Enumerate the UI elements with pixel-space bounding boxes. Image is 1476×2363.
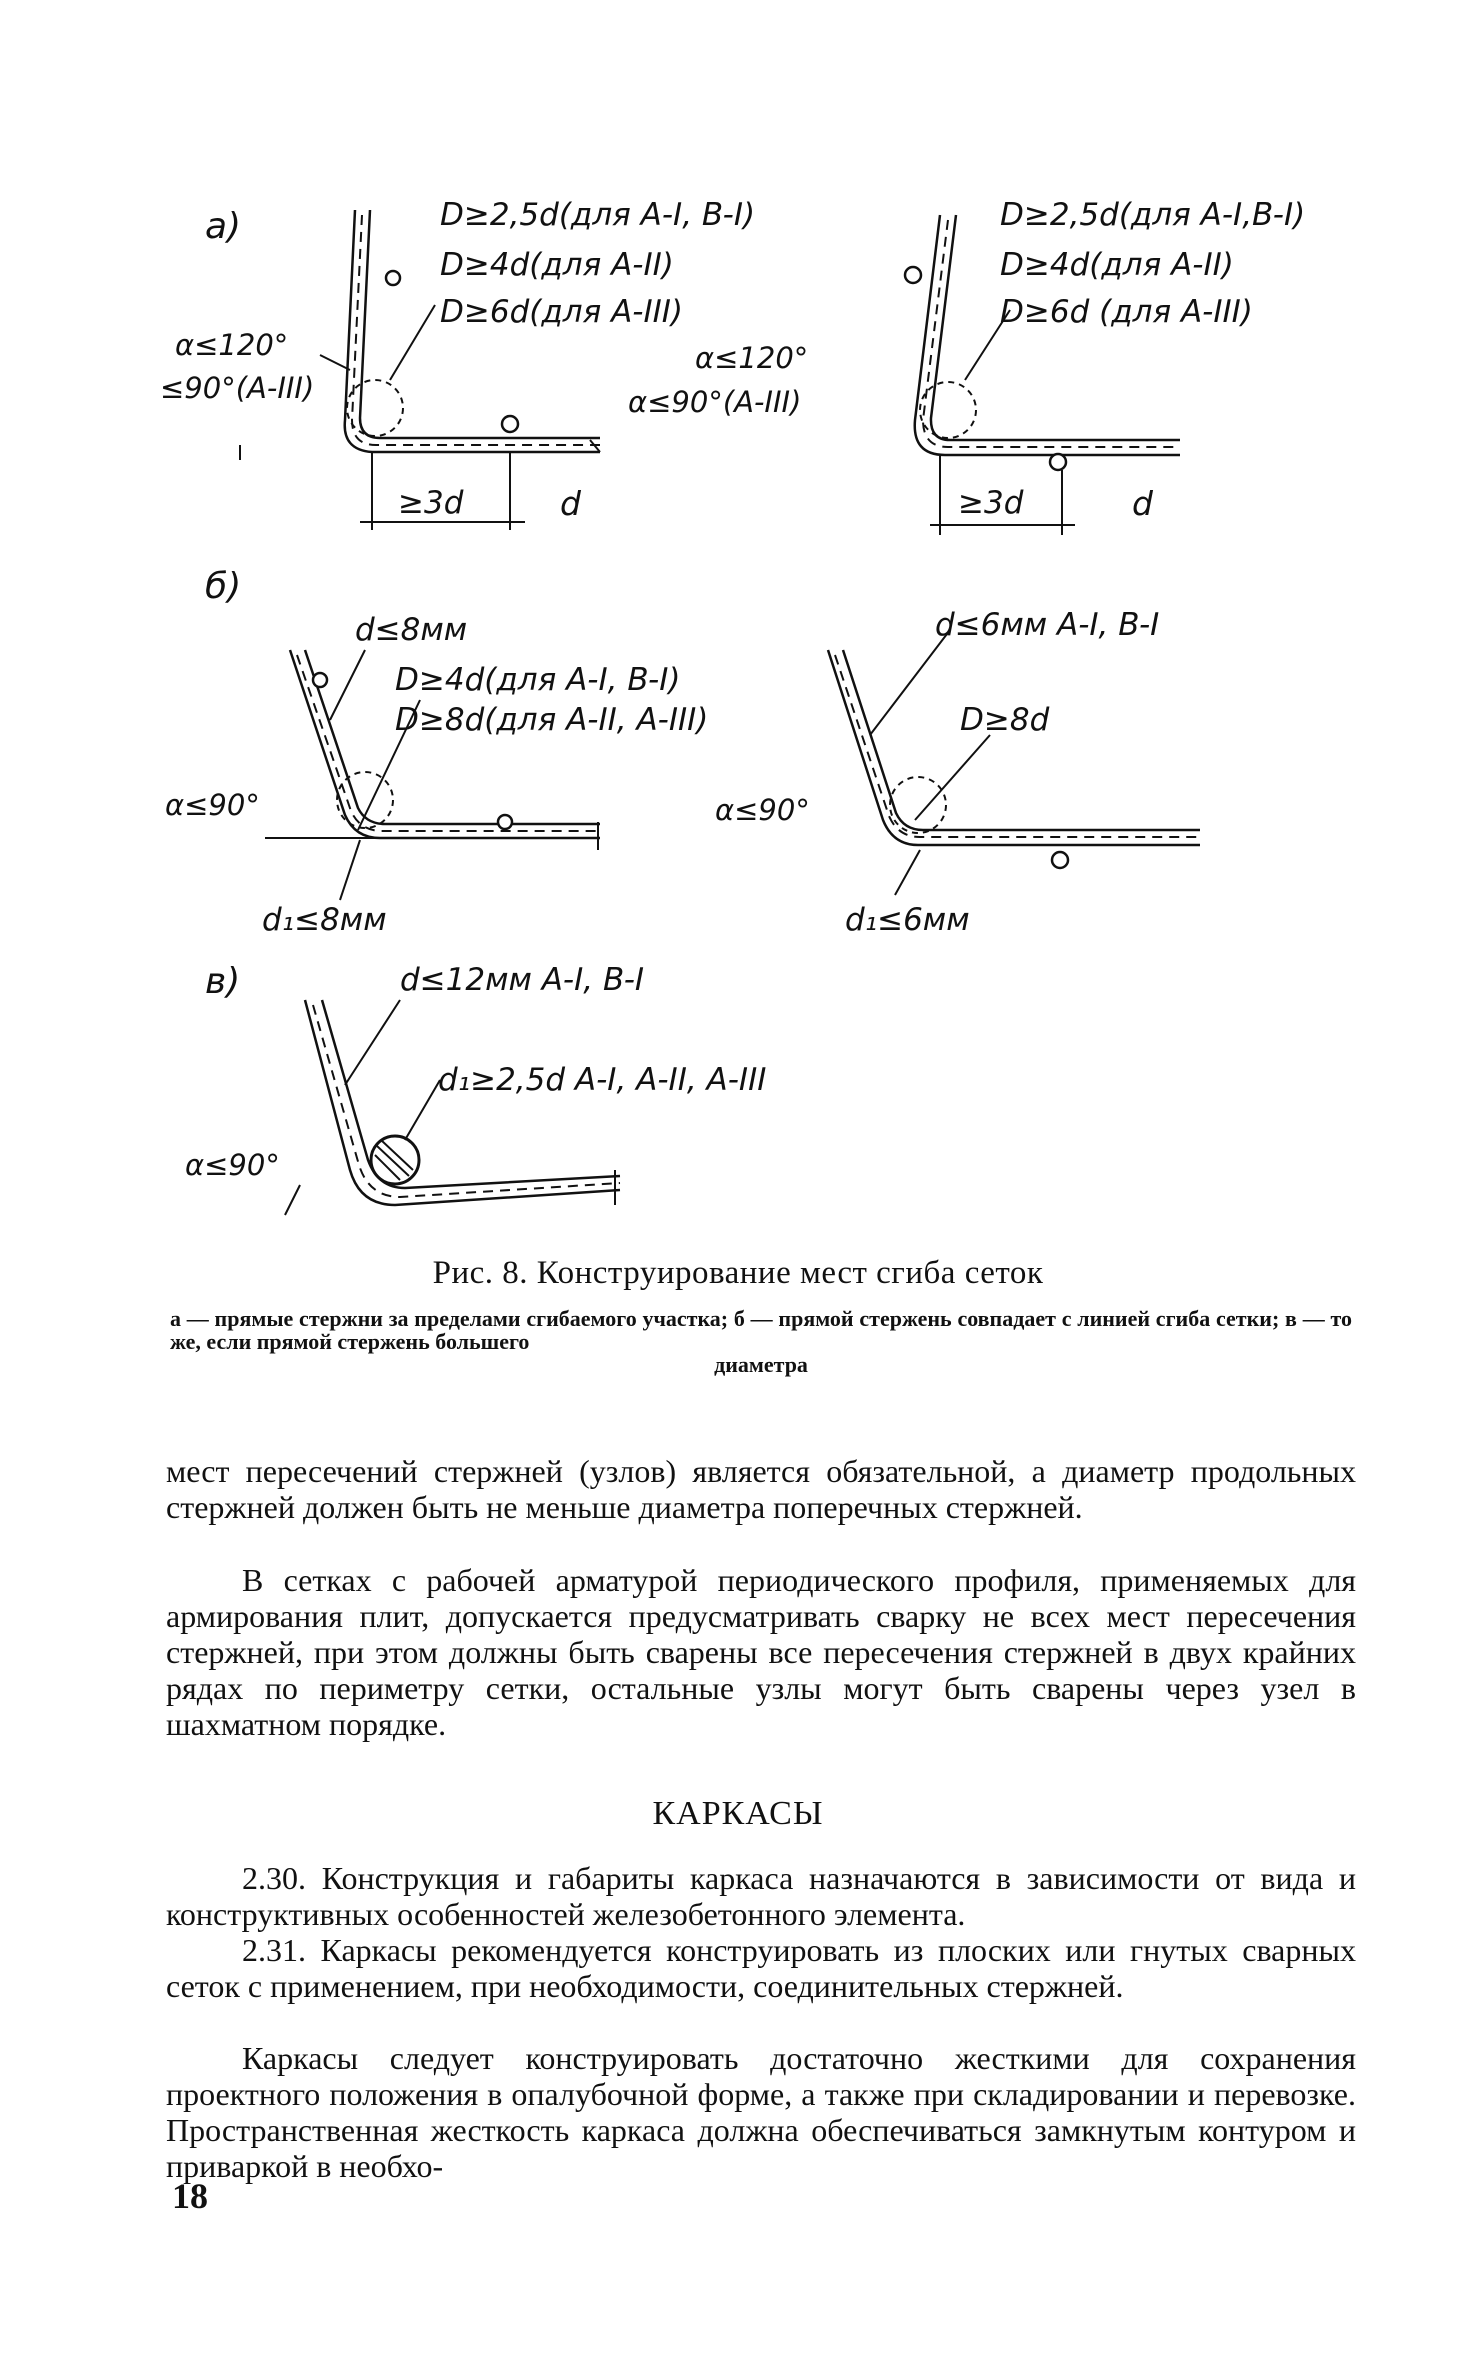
paragraph-2-text: В сетках с рабочей арматурой периодического профиля, применяемых для армирования плит, допускается предусматривать сварку не всех мест пересечения стержней, при этом должны быть сварены все пересечения стержней в двух крайних рядах по периметру сетки, остальные узлы могут быть сварены через узел в шахматном порядке. (166, 1562, 1356, 1742)
a-right-note-1: D≥2,5d(для A-I,B-I) (1000, 197, 1306, 233)
caption-note-line2: диаметра (714, 1352, 808, 1377)
caption-note-line1: а — прямые стержни за пределами сгибаемого участка; б — прямой стержень совпадает с линией сгиба сетки; в — то же, если прямой стержень большего (170, 1306, 1352, 1354)
c-note: d₁≥2,5d A-I, A-II, A-III (438, 1062, 767, 1098)
b-right-top: d≤6мм A-I, B-I (935, 607, 1160, 643)
figure-caption-note (170, 1307, 1352, 1376)
page-number: 18 (172, 2176, 208, 2216)
body-paragraph-3 (166, 1860, 1356, 1932)
a-left-angle-2: ≤90°(A-III) (160, 371, 315, 405)
a-right-angle-1: α≤120° (695, 341, 809, 375)
a-left-note-1: D≥2,5d(для A-I, B-I) (440, 197, 756, 233)
b-left-note-2: D≥8d(для A-II, A-III) (395, 702, 709, 738)
a-left-angle-1: α≤120° (175, 328, 289, 362)
b-left-bottom: d₁≤8мм (262, 902, 387, 938)
c-angle: α≤90° (185, 1148, 280, 1182)
c-top: d≤12мм A-I, B-I (400, 962, 645, 998)
diagram-c (185, 961, 766, 1215)
paragraph-4-text: 2.31. Каркасы рекомендуется конструировать из плоских или гнутых сварных сеток с применением, при необходимости, соединительных стержней. (166, 1932, 1356, 2004)
body-paragraph-1 (166, 1453, 1356, 1525)
a-right-angle-2: α≤90°(A-III) (628, 385, 802, 419)
b-right-note: D≥8d (960, 702, 1050, 738)
b-right-bottom: d₁≤6мм (845, 902, 970, 938)
diagram-a-left (160, 197, 755, 530)
label-b: б) (205, 566, 242, 607)
section-heading: КАРКАСЫ (652, 1795, 824, 1832)
a-right-note-3: D≥6d (для A-III) (1000, 294, 1253, 330)
label-a: a) (205, 206, 242, 247)
a-right-dim: ≥3d (958, 485, 1024, 521)
a-left-dim: ≥3d (398, 485, 464, 521)
a-right-note-2: D≥4d(для A-II) (1000, 247, 1234, 283)
paragraph-1-text: мест пересечений стержней (узлов) является обязательной, а диаметр продольных стержней должен быть не меньше диаметра поперечных стержней. (166, 1453, 1356, 1525)
diagram-b-left (165, 566, 708, 938)
paragraph-5-text: Каркасы следует конструировать достаточно жесткими для сохранения проектного положения в опалубочной форме, а также при складировании и перевозке. Пространственная жесткость каркаса должна обеспечиваться замкнутым контуром и приваркой в необхо- (166, 2040, 1356, 2184)
a-left-note-2: D≥4d(для A-II) (440, 247, 674, 283)
figure-caption-title: Рис. 8. Конструирование мест сгиба сеток (432, 1255, 1044, 1291)
a-right-d: d (1132, 484, 1153, 523)
b-right-angle: α≤90° (715, 793, 810, 827)
label-c: в) (205, 961, 241, 1002)
b-left-note-1: D≥4d(для A-I, B-I) (395, 662, 681, 698)
a-left-d: d (560, 484, 581, 523)
paragraph-3-text: 2.30. Конструкция и габариты каркаса назначаются в зависимости от вида и конструктивных особенностей железобетонного элемента. (166, 1860, 1356, 1932)
body-paragraph-5 (166, 2040, 1356, 2184)
b-left-top: d≤8мм (355, 612, 468, 648)
a-left-note-3: D≥6d(для A-III) (440, 294, 684, 330)
body-paragraph-4 (166, 1932, 1356, 2004)
body-paragraph-2 (166, 1562, 1356, 1742)
diagram-b-right (715, 607, 1200, 938)
b-left-angle: α≤90° (165, 788, 260, 822)
diagram-a-right (628, 197, 1305, 535)
